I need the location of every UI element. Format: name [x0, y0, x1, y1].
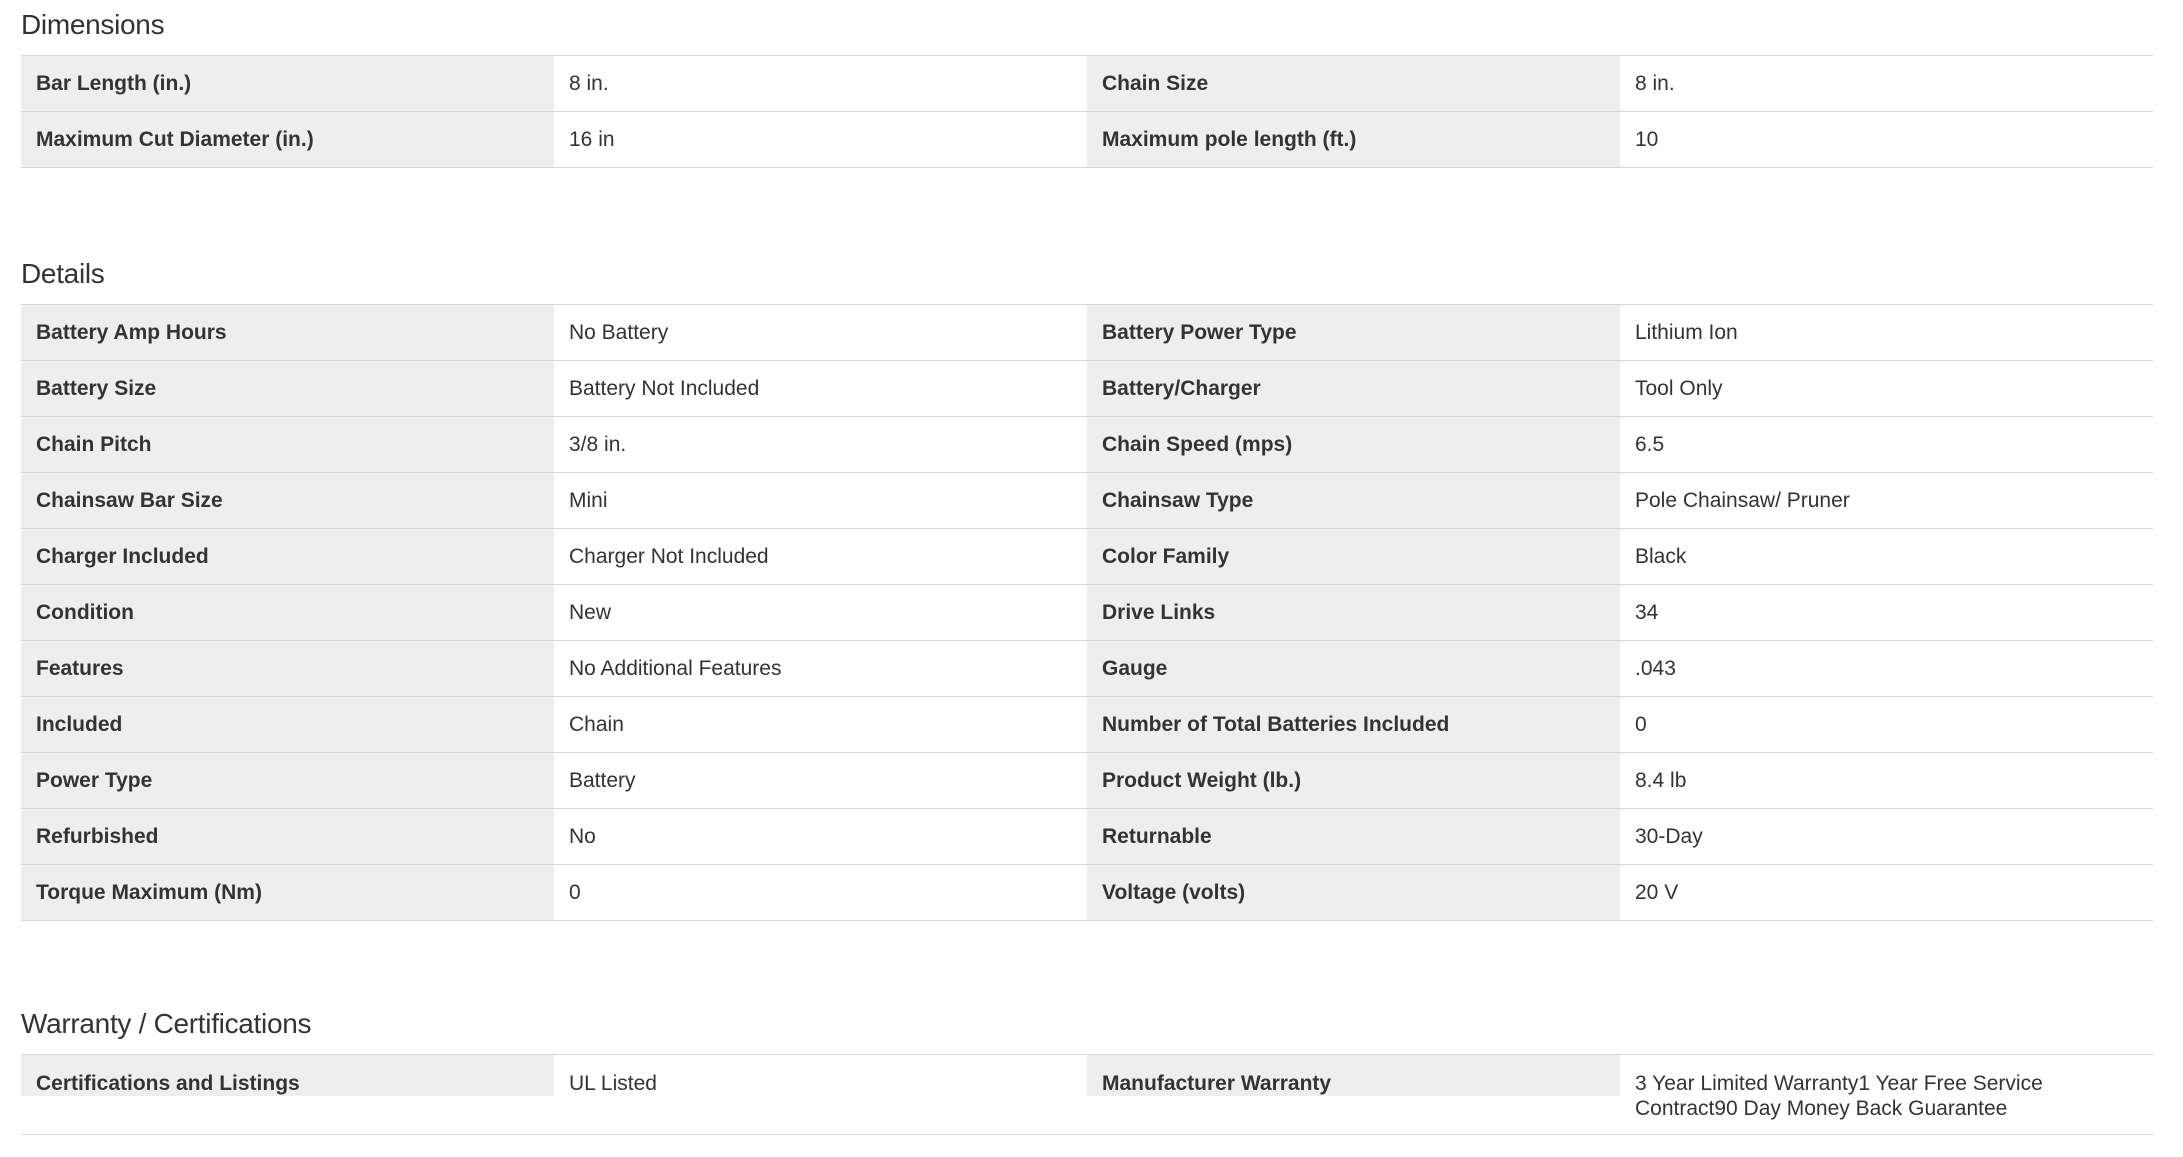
spec-row — [21, 56, 2153, 112]
spec-value: 0 — [1620, 697, 2153, 752]
details-section — [21, 249, 2153, 921]
spec-value: Battery Not Included — [554, 361, 1087, 416]
spec-label: Certifications and Listings — [21, 1055, 554, 1096]
spec-value: Chain — [554, 697, 1087, 752]
spec-label: Battery Power Type — [1087, 305, 1620, 360]
spec-row — [21, 417, 2153, 473]
spec-value: Charger Not Included — [554, 529, 1087, 584]
section-title: Details — [21, 249, 2153, 305]
spec-label: Battery Size — [21, 361, 554, 416]
spec-value: 34 — [1620, 585, 2153, 640]
spec-label: Chainsaw Type — [1087, 473, 1620, 528]
spec-label: Gauge — [1087, 641, 1620, 696]
spec-row — [21, 305, 2153, 361]
spec-value: 3 Year Limited Warranty1 Year Free Service Contract90 Day Money Back Guarantee — [1620, 1055, 2153, 1121]
spec-label: Number of Total Batteries Included — [1087, 697, 1620, 752]
spec-label: Features — [21, 641, 554, 696]
spec-label: Bar Length (in.) — [21, 56, 554, 111]
spec-row — [21, 809, 2153, 865]
spec-value: Lithium Ion — [1620, 305, 2153, 360]
spec-value: 8 in. — [554, 56, 1087, 111]
spec-value: 30-Day — [1620, 809, 2153, 864]
spec-label: Chain Size — [1087, 56, 1620, 111]
spec-value: Tool Only — [1620, 361, 2153, 416]
spec-label: Battery Amp Hours — [21, 305, 554, 360]
spec-value: 0 — [554, 865, 1087, 920]
spec-value: No Battery — [554, 305, 1087, 360]
spec-label: Torque Maximum (Nm) — [21, 865, 554, 920]
spec-label: Maximum pole length (ft.) — [1087, 112, 1620, 167]
spec-value: Black — [1620, 529, 2153, 584]
spec-value: 10 — [1620, 112, 2153, 167]
spec-label: Chain Speed (mps) — [1087, 417, 1620, 472]
spec-row — [21, 585, 2153, 641]
spec-value: Mini — [554, 473, 1087, 528]
spec-value: .043 — [1620, 641, 2153, 696]
spec-label: Product Weight (lb.) — [1087, 753, 1620, 808]
spec-label: Chainsaw Bar Size — [21, 473, 554, 528]
spec-row — [21, 865, 2153, 921]
spec-label: Battery/Charger — [1087, 361, 1620, 416]
spec-value: 16 in — [554, 112, 1087, 167]
spec-row — [21, 697, 2153, 753]
warranty-certifications-section — [21, 999, 2153, 1135]
spec-row — [21, 753, 2153, 809]
spec-label: Manufacturer Warranty — [1087, 1055, 1620, 1096]
spec-value: New — [554, 585, 1087, 640]
spec-value: 6.5 — [1620, 417, 2153, 472]
spec-label: Power Type — [21, 753, 554, 808]
spec-value: 3/8 in. — [554, 417, 1087, 472]
spec-row — [21, 529, 2153, 585]
spec-label: Chain Pitch — [21, 417, 554, 472]
spec-value: UL Listed — [554, 1055, 1087, 1096]
spec-label: Maximum Cut Diameter (in.) — [21, 112, 554, 167]
spec-value: No Additional Features — [554, 641, 1087, 696]
spec-row — [21, 1055, 2153, 1135]
spec-label: Included — [21, 697, 554, 752]
spec-label: Condition — [21, 585, 554, 640]
spec-row — [21, 361, 2153, 417]
spec-value: 8.4 lb — [1620, 753, 2153, 808]
spec-label: Color Family — [1087, 529, 1620, 584]
spec-label: Charger Included — [21, 529, 554, 584]
spec-label: Refurbished — [21, 809, 554, 864]
spec-row — [21, 473, 2153, 529]
spec-value: Pole Chainsaw/ Pruner — [1620, 473, 2153, 528]
spec-label: Drive Links — [1087, 585, 1620, 640]
section-title: Dimensions — [21, 0, 2153, 56]
section-title: Warranty / Certifications — [21, 999, 2153, 1055]
spec-row — [21, 112, 2153, 168]
spec-row — [21, 641, 2153, 697]
spec-value: Battery — [554, 753, 1087, 808]
spec-value: 8 in. — [1620, 56, 2153, 111]
spec-label: Returnable — [1087, 809, 1620, 864]
spec-value: 20 V — [1620, 865, 2153, 920]
spec-label: Voltage (volts) — [1087, 865, 1620, 920]
dimensions-section — [21, 0, 2153, 168]
spec-value: No — [554, 809, 1087, 864]
